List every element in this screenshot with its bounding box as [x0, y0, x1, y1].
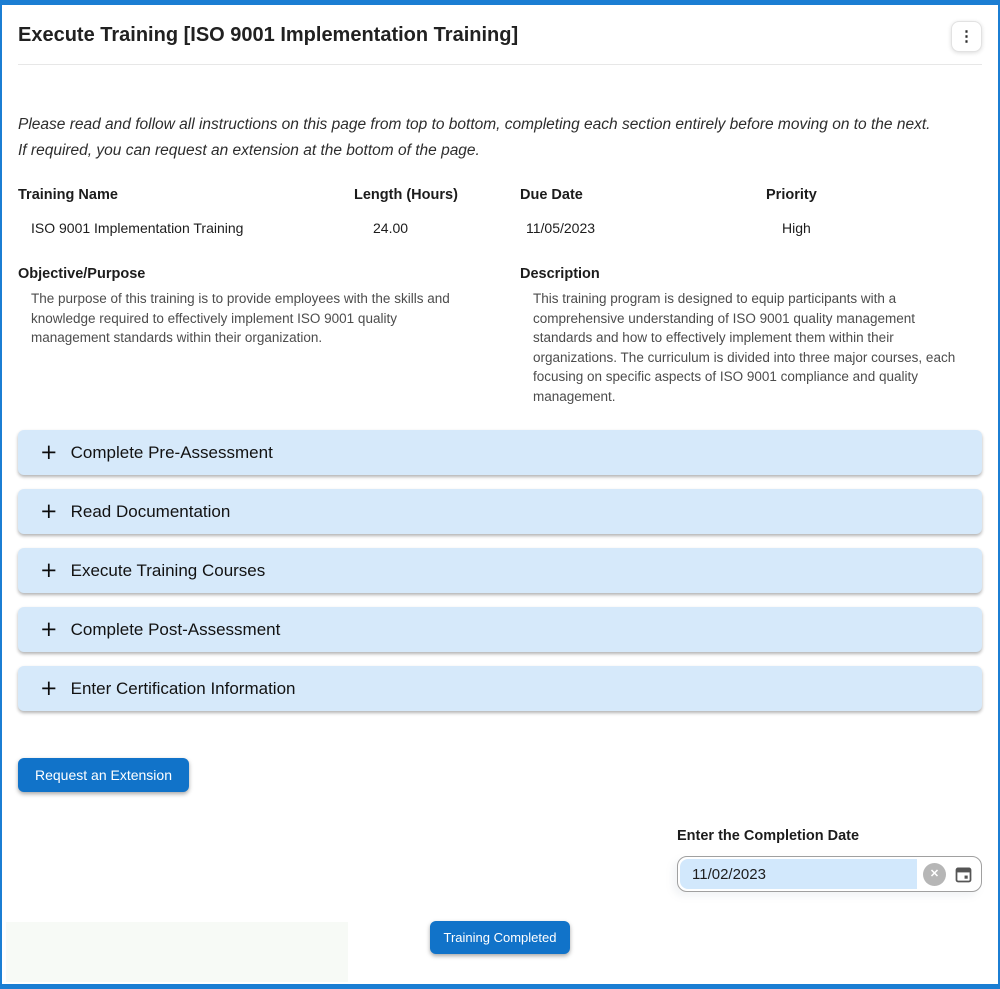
- kebab-menu-icon: ⋮: [959, 28, 974, 45]
- expand-plus-icon: +: [40, 558, 58, 583]
- instructions-line-2: If required, you can request an extension at the bottom of the page.: [18, 142, 480, 160]
- cell-due-date: 11/05/2023: [526, 220, 596, 237]
- section-label: Execute Training Courses: [70, 560, 266, 580]
- section-execute-training-courses[interactable]: [18, 548, 982, 593]
- request-extension-button[interactable]: Request an Extension: [18, 758, 189, 792]
- section-label: Complete Post-Assessment: [70, 619, 281, 639]
- objective-block: [18, 266, 520, 406]
- section-label: Read Documentation: [70, 501, 231, 521]
- instructions: [18, 112, 982, 164]
- expand-plus-icon: +: [40, 617, 58, 642]
- instructions-line-1: Please read and follow all instructions on this page from top to bottom, completing each section entirely before moving on to the next.: [18, 116, 931, 133]
- cell-length-hours: 24.00: [373, 220, 409, 237]
- training-completed-button[interactable]: Training Completed: [430, 921, 571, 954]
- training-details: [18, 266, 982, 406]
- completion-date-input[interactable]: [677, 856, 982, 892]
- col-header-due-date: Due Date: [520, 187, 583, 204]
- header-divider: [18, 64, 982, 65]
- col-header-training-name: Training Name: [18, 187, 118, 204]
- clear-icon: ✕: [929, 867, 940, 880]
- calendar-icon: [953, 864, 974, 885]
- objective-label: Objective/Purpose: [18, 266, 146, 283]
- section-label: Enter Certification Information: [70, 678, 296, 698]
- table-row: [18, 220, 982, 236]
- footer-shade: [6, 922, 348, 982]
- cell-training-name: ISO 9001 Implementation Training: [31, 220, 244, 237]
- col-header-length-hours: Length (Hours): [354, 187, 458, 204]
- description-block: [520, 266, 982, 406]
- page-header: [18, 5, 982, 52]
- clear-date-button[interactable]: [923, 863, 946, 886]
- description-text: This training program is designed to equip participants with a comprehensive understanding of ISO 9001 quality management standards and how to effectively implement them within their organizations. The curriculum is divided into three major courses, each focusing on specific aspects of ISO 9001 compliance and quality management.: [533, 291, 956, 404]
- task-sections: [18, 430, 982, 711]
- expand-plus-icon: +: [40, 440, 58, 465]
- page-title: Execute Training [ISO 9001 Implementation Training]: [18, 24, 519, 46]
- objective-text: The purpose of this training is to provide employees with the skills and knowledge required to effectively implement ISO 9001 quality management standards within their organization.: [31, 291, 450, 346]
- section-enter-certification-information[interactable]: [18, 666, 982, 711]
- section-read-documentation[interactable]: [18, 489, 982, 534]
- more-options-button[interactable]: [951, 21, 982, 52]
- completion-date-label: Enter the Completion Date: [677, 828, 860, 845]
- completion-date-block: [677, 828, 982, 892]
- col-header-priority: Priority: [766, 187, 817, 204]
- completion-date-value[interactable]: 11/02/2023: [680, 859, 917, 889]
- table-header-row: [18, 187, 982, 203]
- cell-priority: High: [782, 220, 811, 237]
- description-label: Description: [520, 266, 600, 283]
- section-label: Complete Pre-Assessment: [70, 442, 273, 462]
- expand-plus-icon: +: [40, 499, 58, 524]
- calendar-picker-button[interactable]: [953, 864, 974, 885]
- expand-plus-icon: +: [40, 676, 58, 701]
- training-summary-table: [18, 187, 982, 236]
- section-complete-post-assessment[interactable]: [18, 607, 982, 652]
- section-complete-pre-assessment[interactable]: [18, 430, 982, 475]
